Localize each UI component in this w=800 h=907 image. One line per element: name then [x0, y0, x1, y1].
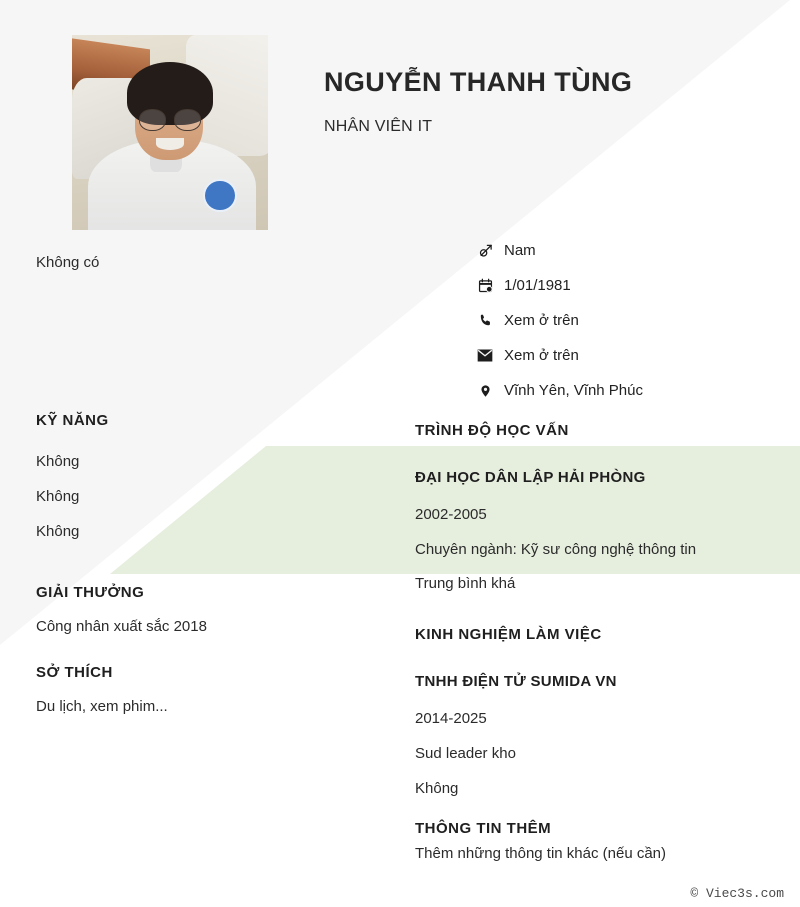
- education-major: Chuyên ngành: Kỹ sư công nghệ thông tin: [415, 541, 697, 558]
- experience-description: Không: [415, 780, 459, 797]
- contact-row-location: [474, 373, 643, 408]
- contact-value: 1/01/1981: [504, 277, 571, 294]
- experience-role: Sud leader kho: [415, 745, 516, 762]
- avatar: [72, 35, 268, 230]
- section-heading-education: TRÌNH ĐỘ HỌC VẤN: [415, 422, 569, 439]
- skill-item: Không: [36, 488, 80, 505]
- gender-icon: [474, 243, 496, 259]
- email-icon: [474, 349, 496, 362]
- location-icon: [474, 383, 496, 399]
- contact-value: Xem ở trên: [504, 347, 579, 364]
- section-heading-experience: KINH NGHIỆM LÀM VIỆC: [415, 626, 602, 643]
- hobby-item: Du lịch, xem phim...: [36, 698, 168, 715]
- page-title: NGUYỄN THANH TÙNG: [324, 67, 633, 97]
- contact-row-email: [474, 338, 643, 373]
- additional-info-text: Thêm những thông tin khác (nếu cần): [415, 845, 667, 862]
- contact-value: Xem ở trên: [504, 312, 579, 329]
- education-school: ĐẠI HỌC DÂN LẬP HẢI PHÒNG: [415, 469, 646, 486]
- experience-years: 2014-2025: [415, 710, 487, 727]
- award-item: Công nhân xuất sắc 2018: [36, 618, 207, 635]
- section-heading-additional-info: THÔNG TIN THÊM: [415, 820, 552, 837]
- contact-list: [474, 233, 643, 408]
- calendar-icon: [474, 278, 496, 293]
- section-heading-hobbies: SỞ THÍCH: [36, 664, 113, 681]
- experience-company: TNHH ĐIỆN TỬ SUMIDA VN: [415, 673, 617, 690]
- footer-copyright: © Viec3s.com: [690, 886, 784, 901]
- contact-row-phone: [474, 303, 643, 338]
- contact-value: Nam: [504, 242, 536, 259]
- contact-value: Vĩnh Yên, Vĩnh Phúc: [504, 382, 643, 399]
- education-years: 2002-2005: [415, 506, 487, 523]
- section-heading-awards: GIẢI THƯỞNG: [36, 584, 145, 601]
- section-heading-skills: KỸ NĂNG: [36, 412, 109, 429]
- contact-row-birthdate: [474, 268, 643, 303]
- education-grade: Trung bình khá: [415, 575, 516, 592]
- phone-icon: [474, 313, 496, 328]
- contact-row-gender: [474, 233, 643, 268]
- skill-item: Không: [36, 523, 80, 540]
- profile-note: Không có: [36, 254, 100, 271]
- job-title: NHÂN VIÊN IT: [324, 118, 433, 135]
- skill-item: Không: [36, 453, 80, 470]
